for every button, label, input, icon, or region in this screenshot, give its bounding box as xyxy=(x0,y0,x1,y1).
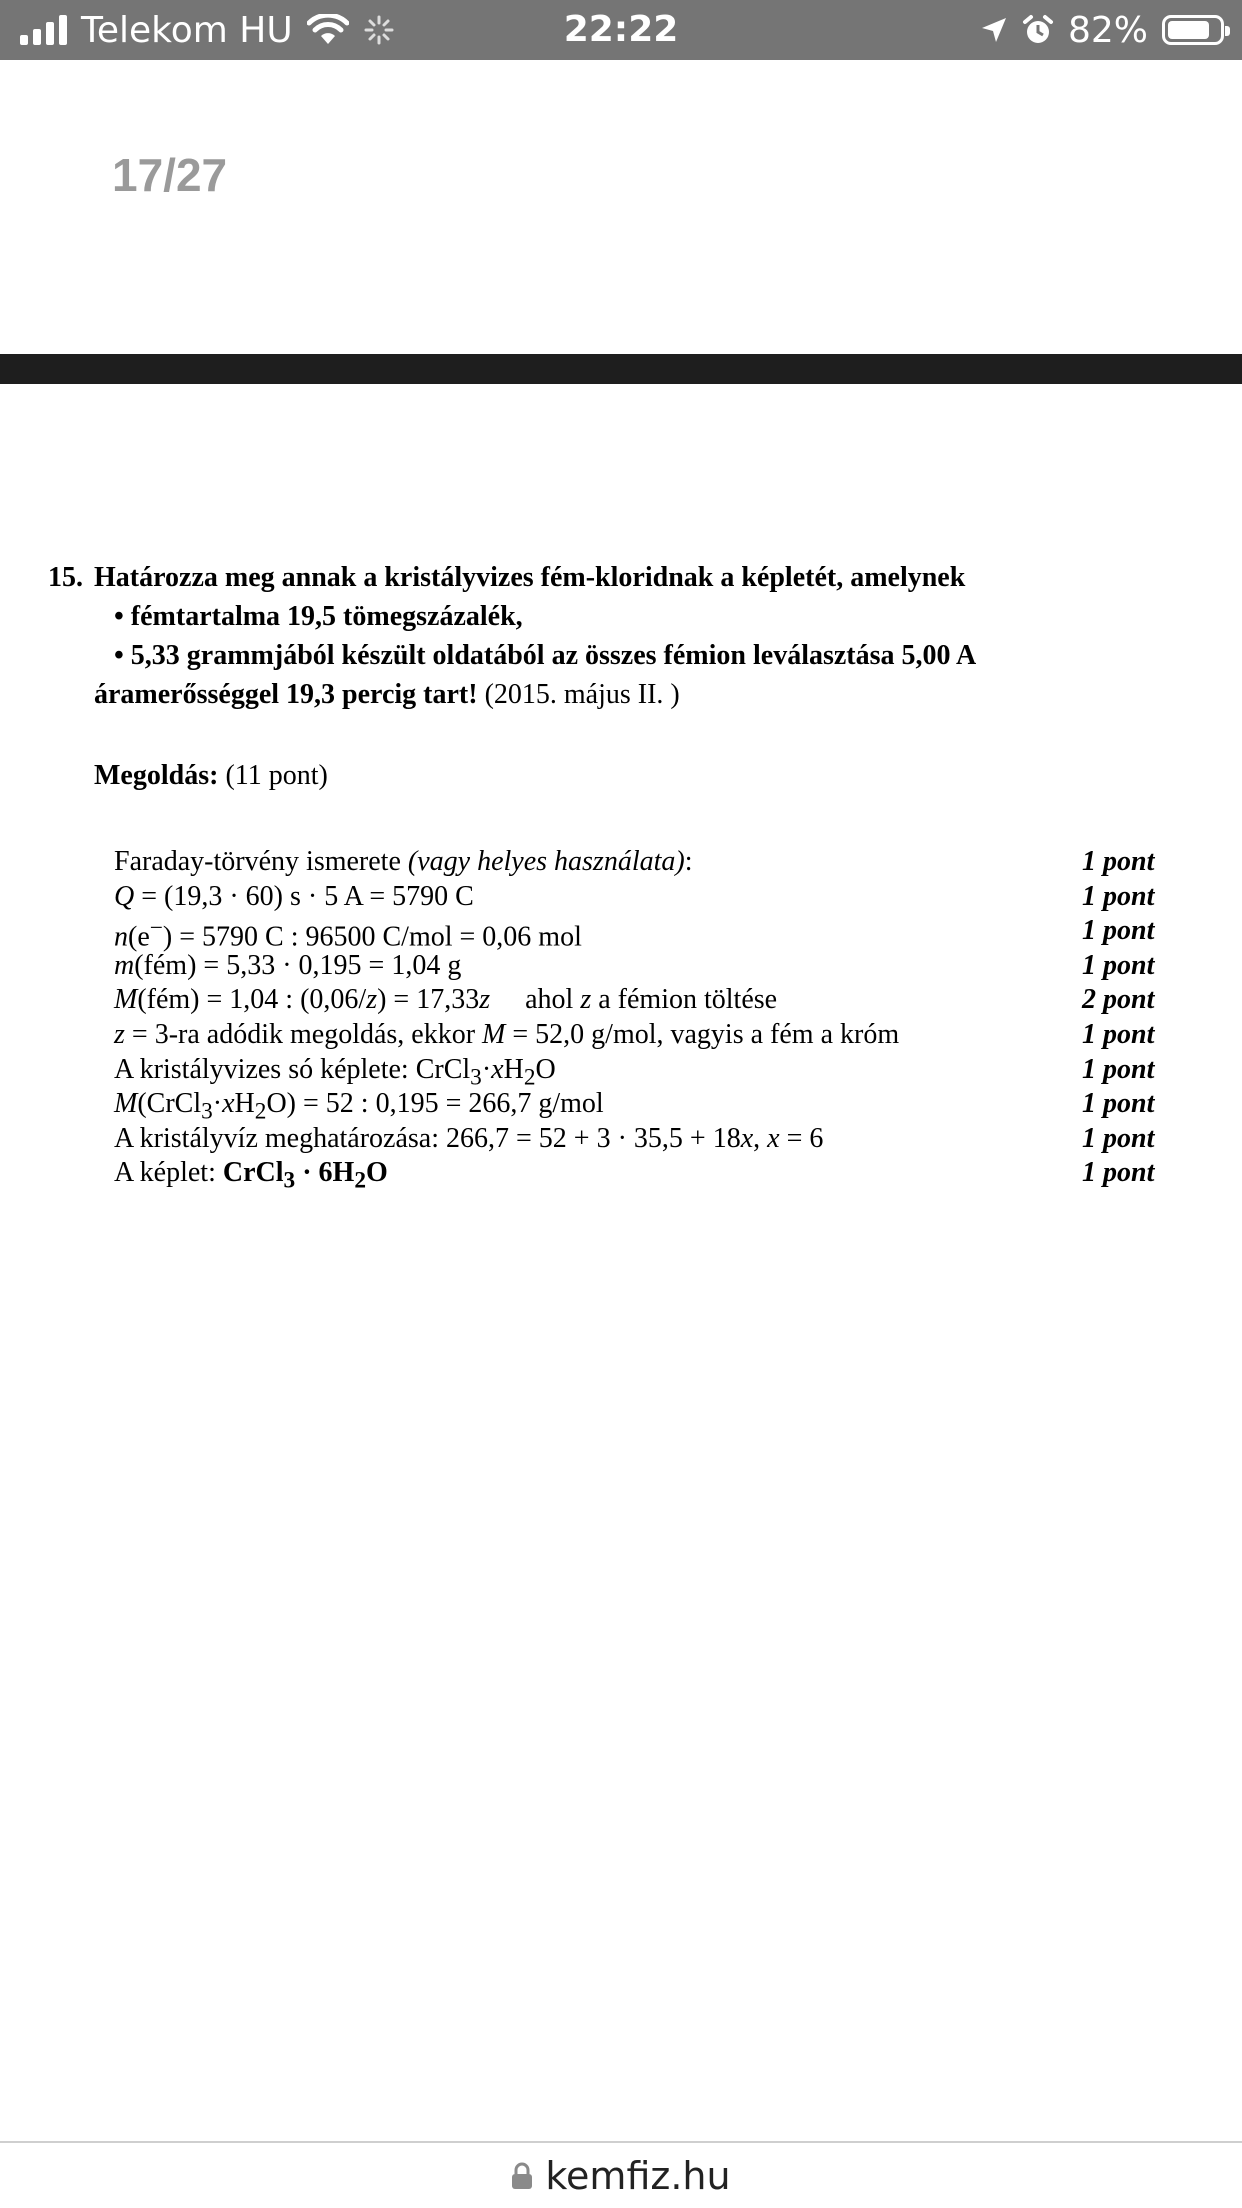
solution-row-points: 1 pont xyxy=(1082,846,1155,877)
solution-row-points: 1 pont xyxy=(1082,915,1155,946)
solution-row-text: m(fém) = 5,33 · 0,195 = 1,04 g xyxy=(114,950,462,981)
question-bullet-2: • 5,33 grammjából készült oldatából az összes fémion leválasztása 5,00 A xyxy=(114,640,977,671)
page-counter: 17/27 xyxy=(112,149,228,201)
solution-row-points: 1 pont xyxy=(1082,950,1155,981)
solution-points-total: (11 pont) xyxy=(218,760,328,791)
location-arrow-icon xyxy=(980,16,1008,44)
solution-row-text: A képlet: CrCl$_3$ · $6H_2O$ xyxy=(114,1157,388,1194)
battery-icon xyxy=(1162,15,1224,45)
solution-row-text: n(e−) = 5790 C : 96500 C/mol = 0,06 mol xyxy=(114,915,582,953)
url-domain[interactable]: kemfiz.hu xyxy=(545,2153,731,2198)
solution-row-points: 1 pont xyxy=(1082,1019,1155,1050)
solution-row-text: Faraday-törvény ismerete (vagy helyes használata): xyxy=(114,846,693,877)
question-number: 15. xyxy=(48,562,83,593)
solution-heading: Megoldás: xyxy=(94,760,219,791)
solution-row-text: $M(CrCl_3\cdot xH_2O) = 52$ : 0,195 = 266,7 g/mol xyxy=(114,1088,604,1125)
question-line-4-text: áramerősséggel 19,3 percig tart! xyxy=(94,679,478,710)
question-source: (2015. május II. ) xyxy=(477,679,680,710)
question-bullet-1: • fémtartalma 19,5 tömegszázalék, xyxy=(114,601,523,632)
solution-row-text: A kristályvíz meghatározása: 266,7 = 52 + 3 · 35,5 + 18x, x = 6 xyxy=(114,1123,824,1154)
solution-row-text: z = 3-ra adódik megoldás, ekkor M = 52,0 g/mol, vagyis a fém a króm xyxy=(114,1019,900,1050)
solution-row-points: 2 pont xyxy=(1082,984,1155,1015)
clock: 22:22 xyxy=(563,9,679,50)
cellular-signal-icon xyxy=(20,15,67,45)
solution-row-text: A kristályvizes só képlete: $CrCl_3\cdot xH_2O$ xyxy=(114,1054,556,1091)
status-bar xyxy=(0,0,1242,60)
question-line-4 xyxy=(94,679,680,711)
solution-row-points: 1 pont xyxy=(1082,881,1155,912)
battery-percentage: 82% xyxy=(1067,9,1148,51)
solution-row-text: Q = (19,3 · 60) s · 5 A = 5790 C xyxy=(114,881,474,912)
solution-row-points: 1 pont xyxy=(1082,1157,1155,1188)
solution-row-points: 1 pont xyxy=(1082,1088,1155,1119)
url-bar[interactable] xyxy=(0,2143,1242,2208)
solution-row-text: M(fém) = 1,04 : (0,06/z) = 17,33z ahol z a fémion töltése xyxy=(114,984,778,1015)
solution-heading-line xyxy=(94,760,328,792)
wifi-icon xyxy=(307,14,349,46)
alarm-icon xyxy=(1022,14,1054,46)
solution-row-points: 1 pont xyxy=(1082,1054,1155,1085)
solution-row-points: 1 pont xyxy=(1082,1123,1155,1154)
carrier-name: Telekom HU xyxy=(81,9,293,51)
question-line-1: Határozza meg annak a kristályvizes fém-kloridnak a képletét, amelynek xyxy=(94,562,966,593)
loading-spinner-icon xyxy=(363,14,395,46)
page-separator xyxy=(0,354,1242,384)
lock-icon xyxy=(511,2162,533,2190)
